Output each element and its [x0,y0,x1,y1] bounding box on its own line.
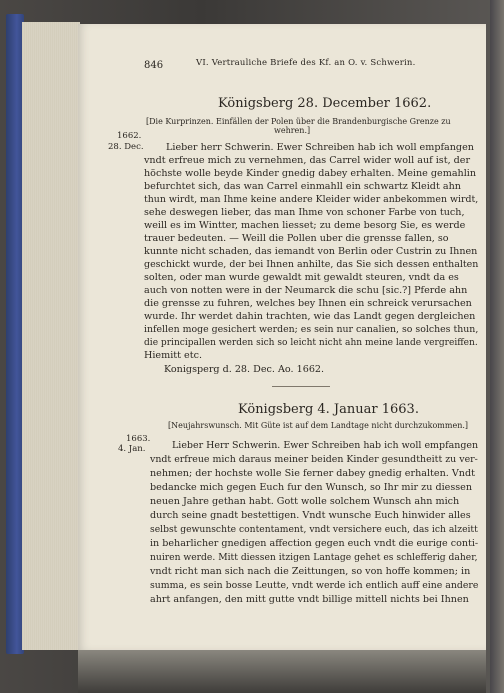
letter-title: Königsberg 28. December 1662. [218,96,432,111]
letter-summary: [Die Kurprinzen. Einfällen der Polen über die Brandenburgische Grenze zu [146,117,451,126]
letter-line: wurde. Ihr werdet dahin trachten, wie das Landt gegen dergleichen [144,311,476,322]
margin-date: 4. Jan. [118,444,146,454]
letter-line: nehmen; der hochste wolle Sie ferner dabey gnedig erhalten. Vndt [150,468,475,479]
letter-line: sehe deswegen lieber, das man Ihme von schoner Farbe von tuch, [144,207,465,218]
letter-summary: [Neujahrswunsch. Mit Güte ist auf dem Landtage nicht durchzukommen.] [168,421,469,430]
letter-line: nuiren werde. Mitt diessen itzigen Lantage gehet es schlefferig daher, [150,552,478,563]
letter-line: infellen moge gesichert werden; es sein nur canalien, so solches thun, [144,324,479,335]
letter-line: die principallen werden sich so leicht nicht ahn meine lande vergreiffen. [144,337,478,348]
letter-closing: Konigsperg d. 28. Dec. Ao. 1662. [164,364,325,375]
letter-line: vndt erfreue mich daraus meiner beiden Kinder gesundtheitt zu ver- [150,454,478,465]
section-divider [272,386,330,387]
letter-line: solten, oder man wurde gewaldt mit gewaldt steuren, vndt da es [144,272,459,283]
letter-line: selbst gewunschte contentament, vndt versichere euch, das ich alzeitt [150,524,478,535]
letter-summary: wehren.] [274,126,311,135]
letter-line: die grensse zu fuhren, welches bey Ihnen ein schreick verursachen [144,298,472,309]
page-bottom-shadow [78,650,486,693]
page-number: 846 [144,60,164,71]
letter-line: vndt richt man sich nach die Zeittungen, so von hoffe kommen; in [150,566,471,577]
letter-line: befurchtet sich, das wan Carrel einmahll ein schwartz Kleidt ahn [144,181,461,192]
letter-line: Lieber Herr Schwerin. Ewer Schreiben hab ich woll empfangen [172,440,479,451]
letter-line: in beharlicher gnedigen affection gegen euch vndt die eurige conti- [150,538,479,549]
letter-line: trauer bedeuten. — Weill die Pollen uber die grensse fallen, so [144,233,449,244]
letter-line: neuen Jahre gethan habt. Gott wolle solchem Wunsch ahn mich [150,496,460,507]
letter-line: kunnte nicht schaden, das iemandt von Berlin oder Custrin zu Ihnen [144,246,478,257]
letter-line: durch seine gnadt bestettigen. Vndt wunsche Euch hinwider alles [150,510,471,521]
running-head: VI. Vertrauliche Briefe des Kf. an O. v. Schwerin. [196,58,416,68]
letter-line: vndt erfreue mich zu vernehmen, das Carrel wider woll auf ist, der [144,155,471,166]
margin-date: 28. Dec. [108,142,144,152]
letter-line: auch von notten were in der Neumarck die schu [sic.?] Pferde ahn [144,285,468,296]
letter-line: summa, es sein bosse Leutte, vndt werde ich entlich auff eine andere [150,580,479,591]
letter-line: geschickt wurde, der bei Ihnen anhilte, das Sie sich dessen enthalten [144,259,479,270]
letter-line: höchste wolle beyde Kinder gnedig dabey erhalten. Meine gemahlin [144,168,477,179]
margin-year: 1663. [126,434,151,444]
letter-line: Lieber herr Schwerin. Ewer Schreiben hab ich woll empfangen [166,142,474,153]
letter-line: weill es im Wintter, machen liesset; zu deme besorg Sie, es werde [144,220,466,231]
letter-line: Hiemitt etc. [144,350,202,361]
book-spine-right [490,0,504,693]
letter-line: ahrt anfangen, den mitt gutte vndt billige mittell nichts bei Ihnen [150,594,469,605]
letter-line: thun wirdt, man Ihme keine andere Kleider wider anbekommen wirdt, [144,194,479,205]
page-stack-edge [22,22,80,650]
letter-line: bedancke mich gegen Euch fur den Wunsch, so Ihr mir zu diessen [150,482,473,493]
margin-year: 1662. [117,131,142,141]
letter-title: Königsberg 4. Januar 1663. [238,402,419,417]
